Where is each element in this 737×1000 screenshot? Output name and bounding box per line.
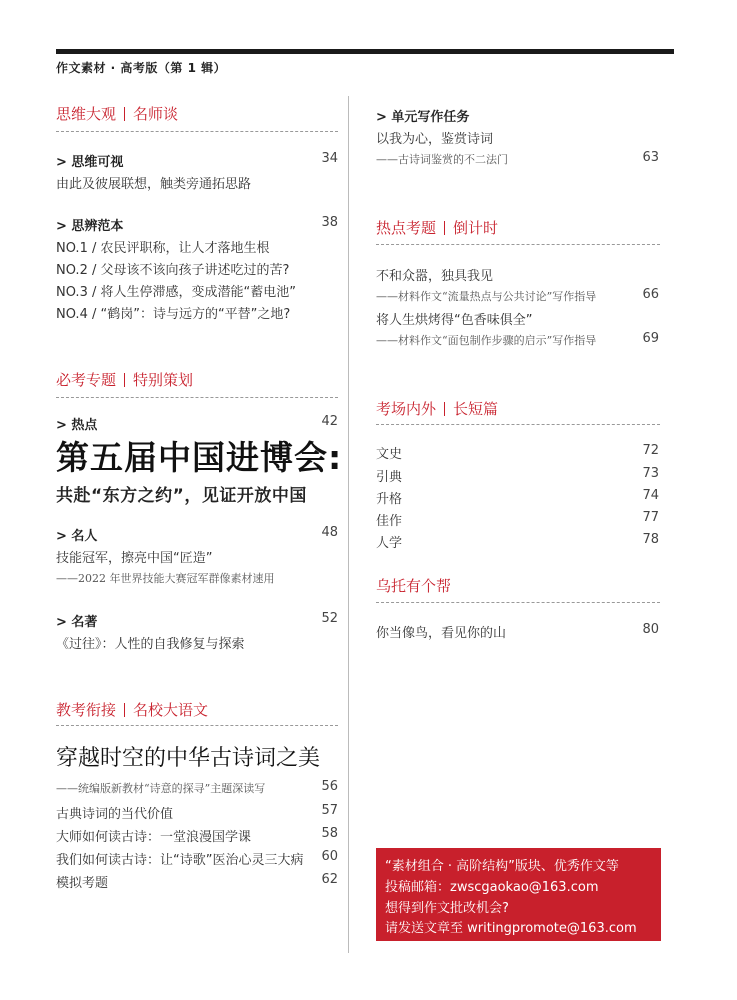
toc-entry[interactable]: 以我为心，鉴赏诗词 xyxy=(376,132,494,147)
page-number: 77 xyxy=(642,510,659,525)
publication-title: 作文素材 · 高考版（第 1 辑） xyxy=(56,61,227,75)
feature-title[interactable]: 穿越时空的中华古诗词之美 xyxy=(56,746,321,771)
toc-entry[interactable]: NO.1 / 农民评职称，让人才落地生根 xyxy=(56,241,270,256)
toc-entry[interactable]: 人学 xyxy=(376,536,403,551)
toc-entry[interactable]: 你当像鸟，看见你的山 xyxy=(376,626,507,641)
page-number: 52 xyxy=(321,611,338,626)
toc-entry[interactable]: NO.4 / “鹤岗”：诗与远方的“平替”之地? xyxy=(56,307,291,322)
page-number: 48 xyxy=(321,525,338,540)
toc-group-title: > 热点 xyxy=(56,418,98,433)
toc-entry[interactable]: 佳作 xyxy=(376,514,403,529)
toc-entry[interactable]: 大师如何读古诗：一堂浪漫国学课 xyxy=(56,830,252,845)
section-divider xyxy=(56,397,338,398)
notice-email[interactable]: 投稿邮箱：zwscgaokao@163.com xyxy=(385,880,599,895)
page-number: 34 xyxy=(321,151,338,166)
page-number: 57 xyxy=(321,803,338,818)
toc-entry[interactable]: 模拟考题 xyxy=(56,876,109,891)
toc-group-title: > 思维可视 xyxy=(56,155,124,170)
toc-group-title: > 名著 xyxy=(56,615,98,630)
column-divider xyxy=(348,96,349,953)
notice-line: “素材组合 · 高阶结构”版块、优秀作文等 xyxy=(385,859,619,874)
section-header-siwei: 思维大观 名师谈 xyxy=(56,105,179,123)
toc-entry[interactable]: NO.2 / 父母该不该向孩子讲述吃过的苦? xyxy=(56,263,290,278)
section-header-jiaokao: 教考衔接 名校大语文 xyxy=(56,701,209,719)
toc-group-title: > 单元写作任务 xyxy=(376,110,470,125)
toc-entry[interactable]: 不和众嚣，独具我见 xyxy=(376,269,494,284)
toc-entry[interactable]: 技能冠军，擦亮中国“匠造” xyxy=(56,551,213,566)
page-number: 58 xyxy=(321,826,338,841)
section-divider xyxy=(376,244,660,245)
page-number: 73 xyxy=(642,466,659,481)
toc-entry[interactable]: 我们如何读古诗：让“诗歌”医治心灵三大病 xyxy=(56,853,304,868)
section-header-bikao: 必考专题 特别策划 xyxy=(56,371,194,389)
toc-subtitle: ——统编版新教材“诗意的探寻”主题深读写 xyxy=(56,782,266,795)
page-number: 72 xyxy=(642,443,659,458)
toc-subtitle: ——古诗词鉴赏的不二法门 xyxy=(376,153,508,166)
page-number: 42 xyxy=(321,414,338,429)
toc-entry[interactable]: 将人生烘烤得“色香味俱全” xyxy=(376,313,533,328)
section-divider xyxy=(56,131,338,132)
toc-subtitle: ——2022 年世界技能大赛冠军群像素材速用 xyxy=(56,572,275,585)
toc-group-title: > 思辨范本 xyxy=(56,219,124,234)
page-number: 66 xyxy=(642,287,659,302)
section-divider xyxy=(376,602,660,603)
toc-entry[interactable]: 古典诗词的当代价值 xyxy=(56,807,174,822)
section-header-kaochang: 考场内外 长短篇 xyxy=(376,400,499,418)
feature-subheadline: 共赴“东方之约”，见证开放中国 xyxy=(56,486,307,506)
page-number: 56 xyxy=(321,779,338,794)
submission-notice xyxy=(376,848,661,941)
page-number: 69 xyxy=(642,331,659,346)
toc-entry[interactable]: 升格 xyxy=(376,492,403,507)
toc-subtitle: ——材料作文“面包制作步骤的启示”写作指导 xyxy=(376,334,597,347)
toc-entry[interactable]: 《过往》：人性的自我修复与探索 xyxy=(56,637,245,652)
toc-subtitle: ——材料作文“流量热点与公共讨论”写作指导 xyxy=(376,290,597,303)
page-number: 62 xyxy=(321,872,338,887)
section-header-wutuo: 乌托有个帮 xyxy=(376,577,452,595)
toc-entry[interactable]: 文史 xyxy=(376,447,403,462)
section-divider xyxy=(376,424,660,425)
page-number: 80 xyxy=(642,622,659,637)
page-number: 63 xyxy=(642,150,659,165)
toc-entry[interactable]: 由此及彼展联想，触类旁通拓思路 xyxy=(56,177,252,192)
feature-headline[interactable]: 第五届中国进博会: xyxy=(56,438,343,477)
toc-group-title: > 名人 xyxy=(56,529,98,544)
toc-entry[interactable]: 引典 xyxy=(376,470,403,485)
page-number: 74 xyxy=(642,488,659,503)
toc-entry[interactable]: NO.3 / 将人生停滞感，变成潜能“蓄电池” xyxy=(56,285,296,300)
top-rule xyxy=(56,49,674,54)
page-number: 60 xyxy=(321,849,338,864)
section-header-redian: 热点考题 倒计时 xyxy=(376,219,499,237)
notice-line: 想得到作文批改机会? xyxy=(385,901,509,916)
page-number: 78 xyxy=(642,532,659,547)
page-number: 38 xyxy=(321,215,338,230)
notice-email[interactable]: 请发送文章至 writingpromote@163.com xyxy=(385,921,637,936)
section-divider xyxy=(56,725,338,726)
